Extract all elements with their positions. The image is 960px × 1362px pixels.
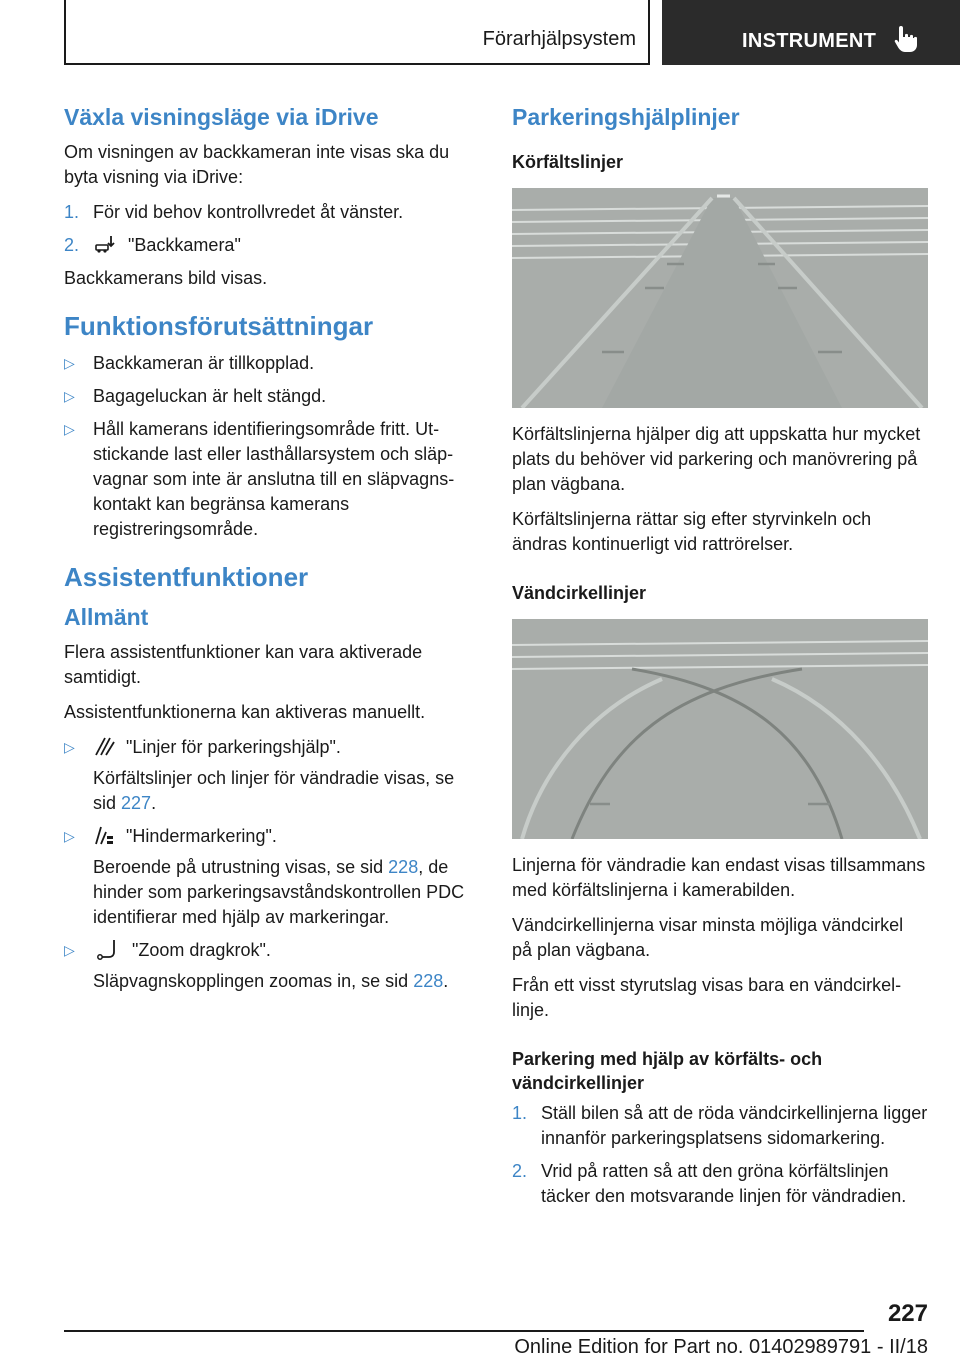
section-title-requirements: Funktionsförutsättningar	[64, 311, 374, 341]
page-ref-link[interactable]: 228	[388, 857, 419, 877]
idrive-result: Backkamerans bild visas.	[64, 268, 268, 288]
requirements-list	[64, 351, 476, 542]
header-section-title: Förarhjälpsystem	[482, 28, 636, 50]
turn-p3: Från ett visst styrutslag visas bara en vändcirkellinje.	[512, 975, 902, 1020]
section-title-assist: Assistentfunktioner	[64, 562, 309, 592]
lane-p2: Körfältslinjerna rättar sig efter styrvinkeln och ändras kontinuerligt vid rattrörelser.	[512, 509, 872, 554]
subsection-title-general: Allmänt	[64, 604, 149, 630]
triangle-bullet-icon: ▷	[64, 421, 75, 437]
requirement-item: ▷ Håll kamerans identifieringsområde fritt. Utstickande last eller lasthållarsystem och släpvagnar som inte är anslutna till en släpvagnskontakt kan begränsa kamerans registreringsområde.	[64, 419, 455, 539]
obstacle-marking-icon	[93, 824, 117, 846]
section-title-parking-lines: Parkeringshjälplinjer	[512, 104, 740, 130]
heading-parking-with-lines: Parkering med hjälp av körfälts- och vändcirkellinjer	[512, 1049, 823, 1093]
triangle-bullet-icon: ▷	[64, 942, 75, 958]
assist-item-zoom-hitch: ▷ "Zoom dragkrok". Släpvagnskopplingen zoomas in, se sid 228.	[64, 940, 449, 991]
page-ref-link[interactable]: 227	[121, 793, 152, 813]
header-chapter-label: INSTRUMENT	[742, 30, 877, 52]
assist-p2: Assistentfunktionerna kan aktiveras manuellt.	[64, 702, 426, 722]
triangle-bullet-icon: ▷	[64, 388, 75, 404]
heading-turn-lines: Vändcirkellinjer	[512, 583, 647, 603]
requirement-item: ▷ Backkameran är tillkopplad.	[64, 351, 476, 376]
page-number: 227	[887, 1300, 928, 1327]
right-column	[512, 102, 928, 1217]
lane-lines-illustration	[512, 188, 928, 408]
assist-list	[64, 735, 476, 994]
hand-pointer-icon	[892, 24, 920, 54]
lane-p1: Körfältslinjerna hjälper dig att uppskatta hur mycket plats du behöver vid parkering och manövrering på plan vägbana.	[512, 424, 921, 494]
idrive-steps	[64, 200, 476, 258]
left-column	[64, 102, 476, 1002]
triangle-bullet-icon: ▷	[64, 355, 75, 371]
triangle-bullet-icon: ▷	[64, 828, 75, 844]
triangle-bullet-icon: ▷	[64, 739, 75, 755]
edition-info: Online Edition for Part no. 01402989791 - II/18	[514, 1336, 928, 1358]
assist-item-parking-lines: ▷ "Linjer för parkeringshjälp". Körfältslinjer och linjer för vändradie visas, se sid 227.	[64, 737, 455, 813]
parking-lines-icon	[93, 735, 117, 757]
section-title-idrive: Växla visningsläge via iDrive	[64, 104, 379, 130]
header-rule	[64, 63, 650, 65]
header-right-rule	[648, 0, 650, 65]
requirement-item: ▷ Bagageluckan är helt stängd.	[64, 384, 476, 409]
parking-step-2: 2. Vrid på ratten så att den gröna körfältslinjen täcker den motsvarande linjen för vändradien.	[512, 1161, 907, 1206]
reverse-camera-icon	[93, 233, 119, 255]
assist-item-obstacle: ▷ "Hindermarkering". Beroende på utrustning visas, se sid 228, de hinder som parkeringsavståndskontrollen PDC identifierar med hjälp av markeringar.	[64, 826, 465, 927]
idrive-step-2: 2. "Backkamera"	[64, 235, 241, 255]
turn-p2: Vändcirkellinjerna visar minsta möjliga vändcirkel på plan vägbana.	[512, 915, 904, 960]
parking-step-1: 1. Ställ bilen så att de röda vändcirkellinjerna ligger innanför parkeringsplatsens sidomarkering.	[512, 1103, 928, 1148]
turn-p1: Linjerna för vändradie kan endast visas tillsammans med körfältslinjerna i kamerabilden.	[512, 855, 926, 900]
assist-p1: Flera assistentfunktioner kan vara aktiverade samtidigt.	[64, 642, 423, 687]
turn-lines-figure	[512, 619, 928, 839]
trailer-hitch-icon	[93, 938, 123, 960]
footer-rule	[64, 1330, 864, 1332]
lane-lines-figure	[512, 188, 928, 408]
turn-lines-illustration	[512, 619, 928, 839]
parking-steps	[512, 1101, 928, 1209]
heading-lane-lines: Körfältslinjer	[512, 152, 624, 172]
idrive-step-1: 1. För vid behov kontrollvredet åt vänster.	[64, 202, 404, 222]
header-chapter-tab	[662, 0, 960, 65]
idrive-intro: Om visningen av backkameran inte visas ska du byta visning via iDrive:	[64, 142, 450, 187]
page-ref-link[interactable]: 228	[413, 971, 444, 991]
